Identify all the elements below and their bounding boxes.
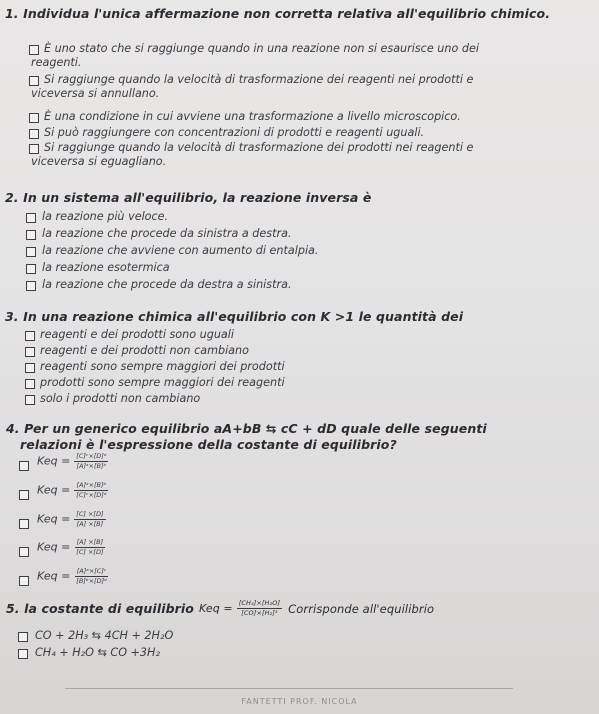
fraction-numerator: [A]ᵃ×[C]ᶜ (76, 567, 107, 575)
question-3-title: 3. In una reazione chimica all'equilibrio con K >1 le quantità dei (5, 309, 464, 324)
q5-option-1-checkbox[interactable] (18, 632, 28, 642)
q2-option-1-checkbox[interactable] (26, 213, 36, 223)
keq-fraction (74, 453, 108, 470)
fraction-numerator: [C] ×[D] (76, 510, 104, 518)
fraction-numerator: [CH₄]×[H₂O] (238, 599, 281, 607)
q1-option-4-checkbox[interactable] (29, 129, 39, 139)
q1-option-5-text-cont: viceversa si eguagliano. (31, 155, 167, 168)
q4-option-4 (37, 539, 106, 556)
q3-option-3-checkbox[interactable] (25, 363, 35, 373)
fraction-denominator: [CO]×[H₂]³ (241, 609, 278, 617)
q3-option-5-text: solo i prodotti non cambiano (40, 392, 201, 405)
keq-label: Keq = (37, 569, 71, 583)
q4-option-1-checkbox[interactable] (19, 461, 29, 471)
question-4-title-line-1: 4. Per un generico equilibrio aA+bB ⇆ cC + dD quale delle seguenti (6, 421, 487, 436)
fraction-numerator: [A] ×[B] (76, 538, 104, 546)
q3-option-2-text: reagenti e dei prodotti non cambiano (40, 344, 249, 357)
keq-label: Keq = (37, 512, 71, 526)
q4-option-5 (37, 568, 109, 585)
keq-fraction (74, 482, 108, 499)
question-2-title: 2. In un sistema all'equilibrio, la reazione inversa è (5, 190, 372, 205)
keq-fraction (74, 568, 108, 585)
q4-option-2 (37, 482, 108, 499)
q5-title-start: 5. la costante di equilibrio (6, 601, 194, 616)
q4-option-2-checkbox[interactable] (19, 490, 29, 500)
question-5-title (6, 600, 434, 617)
q2-option-5-text: la reazione che procede da destra a sinistra. (42, 278, 292, 291)
q1-option-5-text: Si raggiunge quando la velocità di trasformazione dei prodotti nei reagenti e (44, 141, 474, 154)
q1-option-2-text-cont: viceversa si annullano. (31, 87, 160, 100)
q5-option-2-checkbox[interactable] (18, 649, 28, 659)
q2-option-3-text: la reazione che avviene con aumento di entalpia. (42, 244, 319, 257)
fraction-denominator: [C]ᶜ×[D]ᵈ (76, 491, 107, 499)
q4-option-4-checkbox[interactable] (19, 547, 29, 557)
keq-label: Keq = (37, 454, 71, 468)
q5-keq-fraction (237, 600, 282, 617)
q2-option-4-text: la reazione esotermica (42, 261, 170, 274)
q3-option-4-checkbox[interactable] (25, 379, 35, 389)
q2-option-5-checkbox[interactable] (26, 281, 36, 291)
q5-title-tail: Corrisponde all'equilibrio (288, 601, 435, 616)
q1-option-5-checkbox[interactable] (29, 144, 39, 154)
q1-option-1-text-cont: reagenti. (31, 56, 82, 69)
q4-option-3 (37, 511, 106, 528)
footer-divider (65, 688, 513, 689)
q4-option-3-checkbox[interactable] (19, 519, 29, 529)
q3-option-2-checkbox[interactable] (25, 347, 35, 357)
q1-option-1-checkbox[interactable] (29, 45, 39, 55)
fraction-denominator: [B]ᵇ×[D]ᵈ (76, 577, 107, 585)
q2-option-1-text: la reazione più veloce. (42, 210, 169, 223)
q4-option-5-checkbox[interactable] (19, 576, 29, 586)
fraction-numerator: [C]ᶜ×[D]ᵈ (76, 452, 107, 460)
q2-option-2-checkbox[interactable] (26, 230, 36, 240)
q3-option-4-text: prodotti sono sempre maggiori dei reagenti (40, 376, 285, 389)
q5-keq-label: Keq = (198, 602, 233, 615)
q1-option-3-text: È una condizione in cui avviene una trasformazione a livello microscopico. (44, 110, 461, 123)
q3-option-1-checkbox[interactable] (25, 331, 35, 341)
keq-fraction (74, 539, 105, 556)
q5-option-2-text: CH₄ + H₂O ⇆ CO +3H₂ (35, 646, 160, 659)
keq-label: Keq = (37, 483, 71, 497)
keq-fraction (74, 511, 105, 528)
q4-option-1 (37, 453, 108, 470)
q1-option-2-text: Si raggiunge quando la velocità di trasformazione dei reagenti nei prodotti e (44, 73, 474, 86)
question-1-title: 1. Individua l'unica affermazione non corretta relativa all'equilibrio chimico. (5, 6, 551, 21)
q5-option-1-text: CO + 2H₃ ⇆ 4CH + 2H₂O (35, 629, 174, 642)
fraction-numerator: [A]ᵃ×[B]ᵇ (76, 481, 107, 489)
q3-option-5-checkbox[interactable] (25, 395, 35, 405)
fraction-denominator: [A] ×[B] (76, 520, 104, 528)
q1-option-4-text: Si può raggiungere con concentrazioni di prodotti e reagenti uguali. (44, 126, 425, 139)
q2-option-4-checkbox[interactable] (26, 264, 36, 274)
q1-option-3-checkbox[interactable] (29, 113, 39, 123)
fraction-denominator: [A]ᵃ×[B]ᵇ (76, 462, 107, 470)
q3-option-3-text: reagenti sono sempre maggiori dei prodotti (40, 360, 285, 373)
keq-label: Keq = (37, 540, 71, 554)
q2-option-2-text: la reazione che procede da sinistra a destra. (42, 227, 292, 240)
fraction-denominator: [C] ×[D] (76, 548, 104, 556)
q2-option-3-checkbox[interactable] (26, 247, 36, 257)
footer-author: FANTETTI PROF. NICOLA (241, 697, 358, 706)
question-4-title-line-2: relazioni è l'espressione della costante di equilibrio? (20, 437, 397, 452)
q3-option-1-text: reagenti e dei prodotti sono uguali (40, 328, 235, 341)
q1-option-1-text: È uno stato che si raggiunge quando in una reazione non si esaurisce uno dei (44, 42, 479, 55)
q1-option-2-checkbox[interactable] (29, 76, 39, 86)
